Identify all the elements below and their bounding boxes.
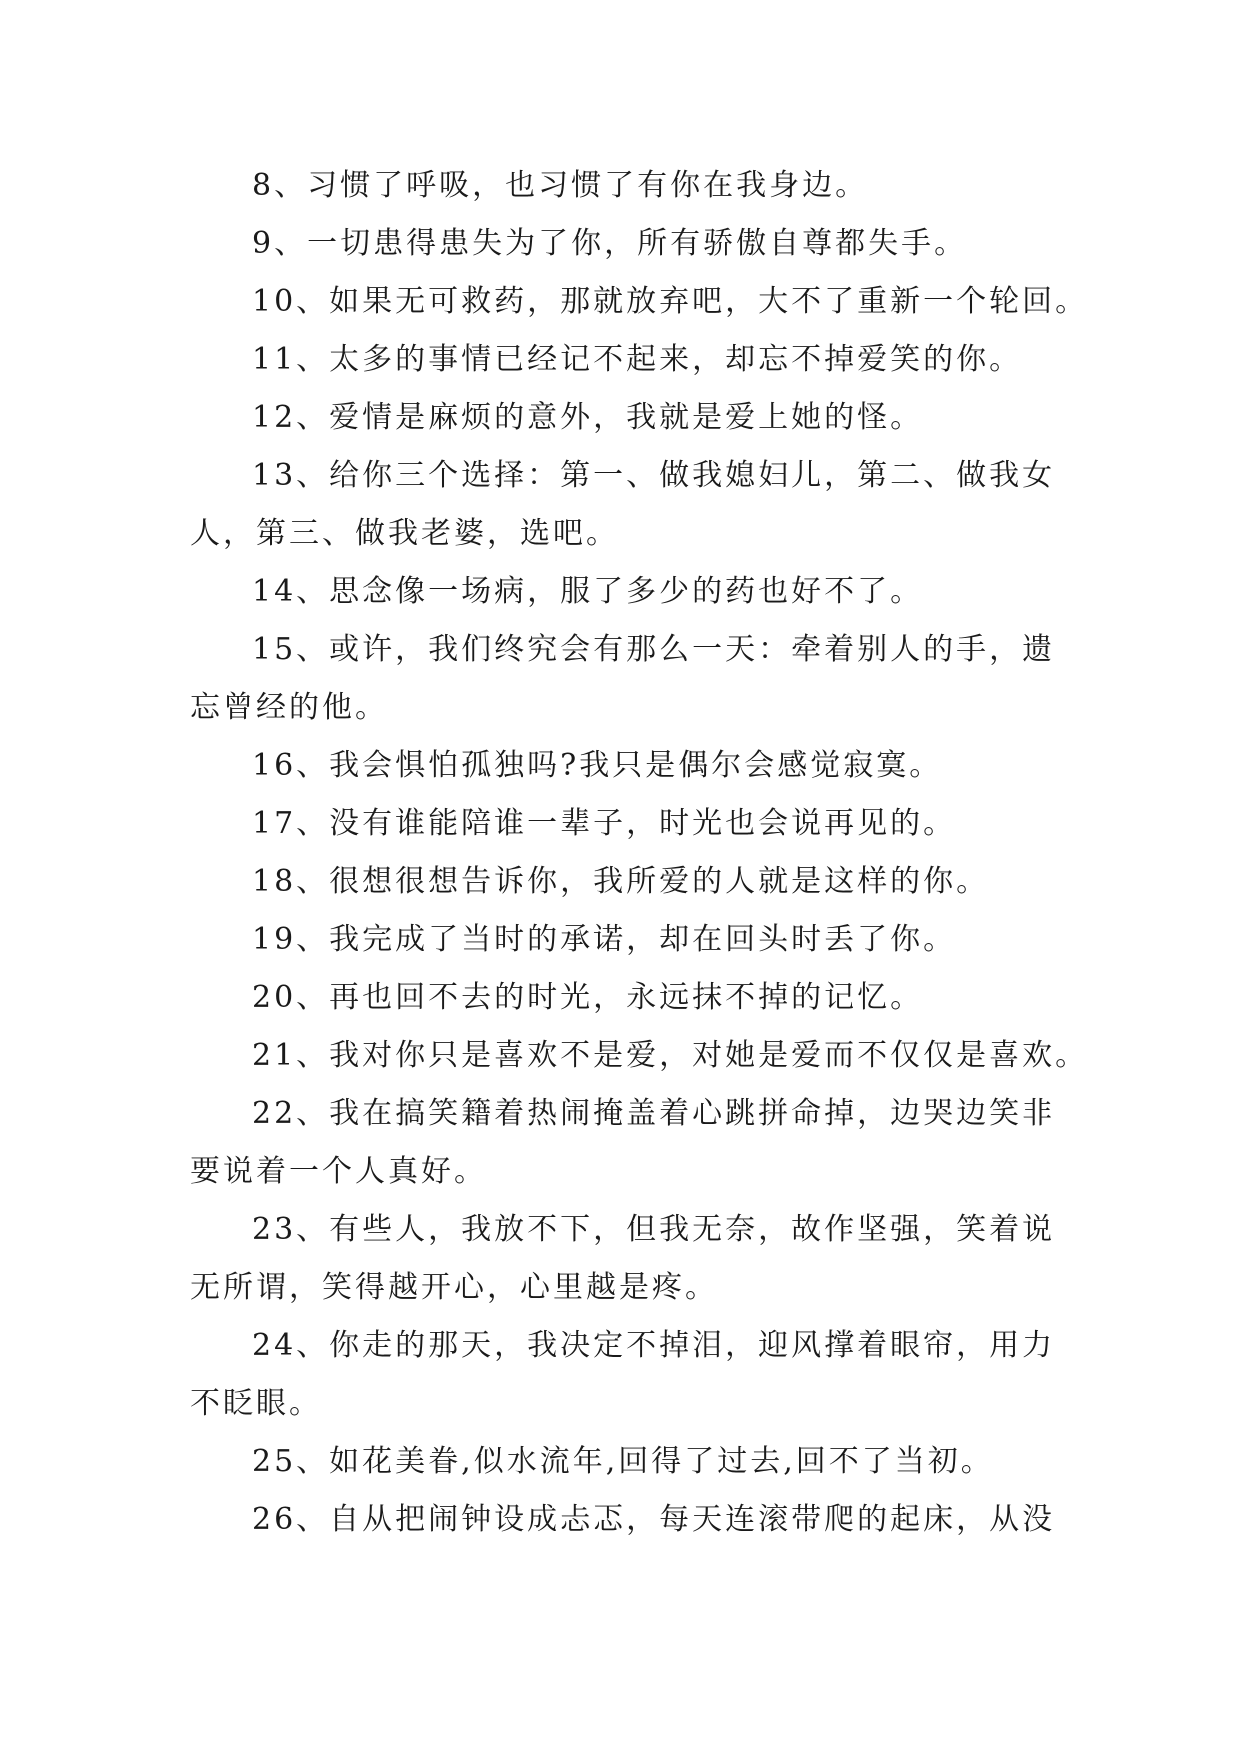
text-line: 17、没有谁能陪谁一辈子，时光也会说再见的。: [252, 806, 957, 841]
text-line: 18、很想很想告诉你，我所爱的人就是这样的你。: [252, 864, 990, 899]
text-line: 11、太多的事情已经记不起来，却忘不掉爱笑的你。: [252, 342, 1023, 377]
text-line: 13、给你三个选择：第一、做我媳妇儿，第二、做我女: [252, 458, 1056, 493]
text-line: 16、我会惧怕孤独吗?我只是偶尔会感觉寂寞。: [252, 748, 943, 783]
text-line: 25、如花美眷,似水流年,回得了过去,回不了当初。: [252, 1444, 994, 1479]
text-line: 人，第三、做我老婆，选吧。: [190, 516, 619, 551]
text-line: 23、有些人，我放不下，但我无奈，故作坚强，笑着说: [252, 1212, 1056, 1247]
text-line: 8、习惯了呼吸，也习惯了有你在我身边。: [252, 168, 869, 203]
text-line: 26、自从把闹钟设成忐忑，每天连滚带爬的起床，从没: [252, 1502, 1056, 1537]
text-line: 无所谓，笑得越开心，心里越是疼。: [190, 1270, 718, 1305]
text-line: 要说着一个人真好。: [190, 1154, 487, 1189]
text-line: 15、或许，我们终究会有那么一天：牵着别人的手，遗: [252, 632, 1056, 667]
text-line: 不眨眼。: [190, 1386, 322, 1421]
text-line: 14、思念像一场病，服了多少的药也好不了。: [252, 574, 924, 609]
text-line: 10、如果无可救药，那就放弃吧，大不了重新一个轮回。: [252, 284, 1089, 319]
text-line: 9、一切患得患失为了你，所有骄傲自尊都失手。: [252, 226, 968, 261]
text-line: 20、再也回不去的时光，永远抹不掉的记忆。: [252, 980, 924, 1015]
text-line: 21、我对你只是喜欢不是爱，对她是爱而不仅仅是喜欢。: [252, 1038, 1089, 1073]
text-line: 22、我在搞笑籍着热闹掩盖着心跳拼命掉，边哭边笑非: [252, 1096, 1056, 1131]
text-line: 19、我完成了当时的承诺，却在回头时丢了你。: [252, 922, 957, 957]
text-line: 12、爱情是麻烦的意外，我就是爱上她的怪。: [252, 400, 924, 435]
text-line: 24、你走的那天，我决定不掉泪，迎风撑着眼帘，用力: [252, 1328, 1056, 1363]
text-line: 忘曾经的他。: [190, 690, 388, 725]
